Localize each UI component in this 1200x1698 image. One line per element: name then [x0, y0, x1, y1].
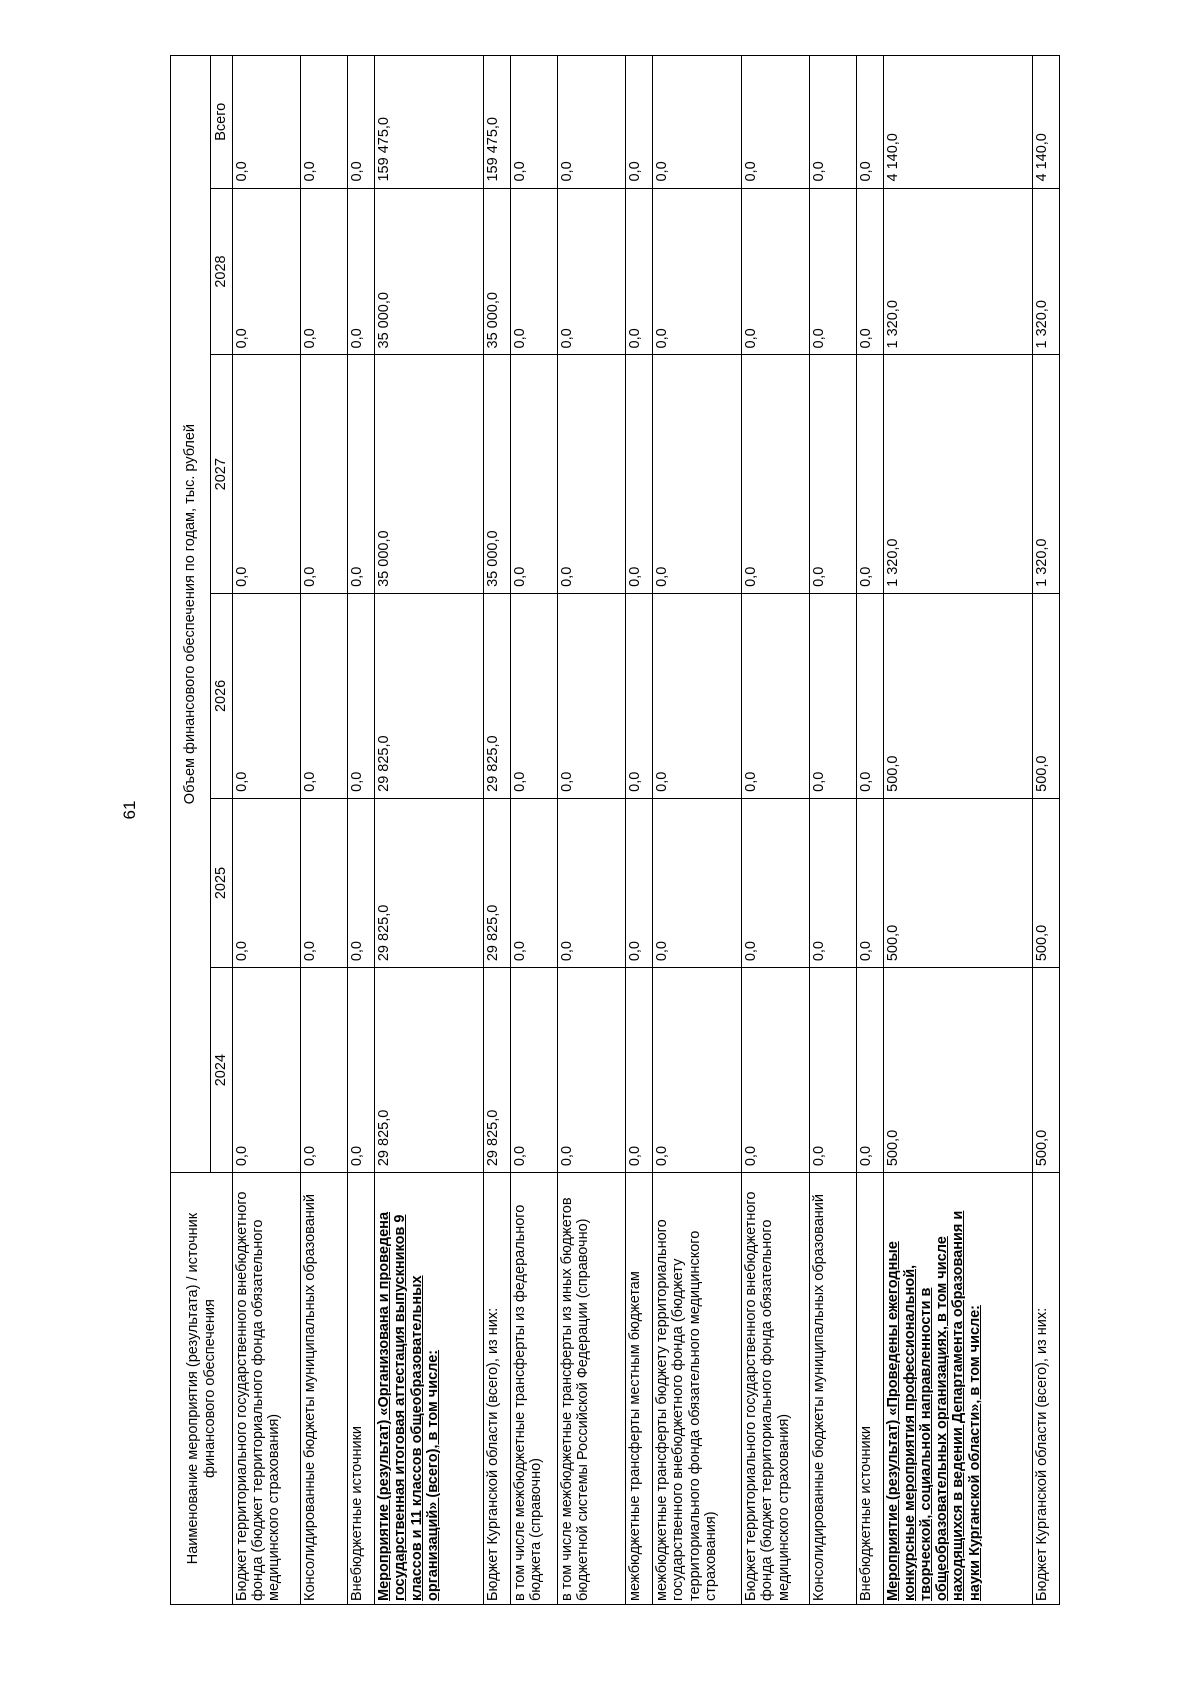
table-row	[884, 56, 1032, 1605]
row-value-2024: 0,0	[857, 968, 884, 1173]
row-value-2028: 0,0	[347, 188, 374, 355]
row-value-total: 0,0	[810, 56, 857, 189]
row-value-2027: 0,0	[626, 355, 653, 593]
table-row	[558, 56, 626, 1605]
row-value-2025: 0,0	[300, 798, 347, 967]
row-value-2025: 0,0	[626, 798, 653, 967]
row-value-2026: 500,0	[884, 593, 1032, 798]
row-value-2024: 29 825,0	[375, 968, 484, 1173]
row-value-total: 159 475,0	[483, 56, 510, 189]
row-value-2026: 0,0	[626, 593, 653, 798]
row-name: в том числе межбюджетные трансферты из иных бюджетов бюджетной системы Российской Федерации (справочно)	[558, 1173, 626, 1605]
row-value-2026: 29 825,0	[483, 593, 510, 798]
row-name: межбюджетные трансферты местным бюджетам	[626, 1173, 653, 1605]
row-value-2028: 0,0	[857, 188, 884, 355]
row-value-total: 0,0	[653, 56, 742, 189]
financing-table	[170, 55, 1060, 1605]
row-value-2028: 0,0	[742, 188, 810, 355]
row-value-2025: 29 825,0	[483, 798, 510, 967]
table-row	[347, 56, 374, 1605]
row-value-total: 4 140,0	[884, 56, 1032, 189]
table-row	[810, 56, 857, 1605]
row-value-2024: 0,0	[558, 968, 626, 1173]
row-value-total: 0,0	[558, 56, 626, 189]
table-row	[857, 56, 884, 1605]
row-name: Бюджет Курганской области (всего), из них:	[1032, 1173, 1059, 1605]
row-value-2025: 0,0	[558, 798, 626, 967]
row-value-2024: 0,0	[511, 968, 558, 1173]
row-value-2024: 29 825,0	[483, 968, 510, 1173]
row-value-2025: 0,0	[347, 798, 374, 967]
row-value-total: 0,0	[857, 56, 884, 189]
row-value-total: 0,0	[233, 56, 301, 189]
header-name-column: Наименование мероприятия (результата) / источник финансового обеспечения	[171, 1173, 233, 1605]
row-value-2028: 1 320,0	[1032, 188, 1059, 355]
row-value-2028: 0,0	[626, 188, 653, 355]
row-name: Мероприятие (результат) «Организована и проведена государственная итоговая аттестация выпускников 9 классов и 11 классов общеобразовательных организаций» (всего), в том числе:	[375, 1173, 484, 1605]
row-value-2026: 0,0	[347, 593, 374, 798]
row-value-2024: 0,0	[626, 968, 653, 1173]
row-value-2027: 0,0	[558, 355, 626, 593]
row-value-total: 4 140,0	[1032, 56, 1059, 189]
row-value-2028: 0,0	[511, 188, 558, 355]
table-row	[483, 56, 510, 1605]
row-value-2024: 0,0	[233, 968, 301, 1173]
row-value-2025: 0,0	[233, 798, 301, 967]
row-value-2027: 0,0	[810, 355, 857, 593]
row-name: Внебюджетные источники	[857, 1173, 884, 1605]
row-value-2025: 0,0	[742, 798, 810, 967]
table-row	[626, 56, 653, 1605]
row-value-2025: 0,0	[653, 798, 742, 967]
row-name: Бюджет территориального государственного внебюджетного фонда (бюджет территориального фонда обязательного медицинского страхования)	[742, 1173, 810, 1605]
row-value-2027: 0,0	[742, 355, 810, 593]
row-value-2028: 0,0	[300, 188, 347, 355]
row-value-2027: 1 320,0	[1032, 355, 1059, 593]
row-value-2028: 35 000,0	[375, 188, 484, 355]
row-value-total: 0,0	[742, 56, 810, 189]
row-value-2025: 0,0	[857, 798, 884, 967]
row-value-2026: 0,0	[233, 593, 301, 798]
row-value-2028: 0,0	[653, 188, 742, 355]
row-value-2026: 0,0	[300, 593, 347, 798]
row-value-2027: 0,0	[857, 355, 884, 593]
row-value-2027: 0,0	[511, 355, 558, 593]
row-value-2024: 0,0	[742, 968, 810, 1173]
header-year-2024: 2024	[211, 968, 233, 1173]
row-value-2024: 0,0	[653, 968, 742, 1173]
row-value-2027: 35 000,0	[483, 355, 510, 593]
row-value-2025: 0,0	[810, 798, 857, 967]
row-value-2027: 0,0	[233, 355, 301, 593]
header-year-2027: 2027	[211, 355, 233, 593]
row-value-2026: 0,0	[810, 593, 857, 798]
row-value-2024: 0,0	[810, 968, 857, 1173]
table-row	[742, 56, 810, 1605]
row-value-total: 159 475,0	[375, 56, 484, 189]
page-number: 61	[120, 800, 139, 820]
table-row	[653, 56, 742, 1605]
row-name: межбюджетные трансферты бюджету территориального государственного внебюджетного фонда (бюджету территориального фонда обязательного медицинского страхования)	[653, 1173, 742, 1605]
table-row	[300, 56, 347, 1605]
row-value-2026: 0,0	[653, 593, 742, 798]
row-value-2025: 500,0	[1032, 798, 1059, 967]
rotated-table-container	[170, 55, 1060, 1605]
row-name: Бюджет Курганской области (всего), из них:	[483, 1173, 510, 1605]
row-value-2027: 0,0	[300, 355, 347, 593]
row-value-2024: 0,0	[347, 968, 374, 1173]
row-value-2026: 0,0	[511, 593, 558, 798]
row-value-2024: 500,0	[884, 968, 1032, 1173]
row-value-2027: 1 320,0	[884, 355, 1032, 593]
header-year-2025: 2025	[211, 798, 233, 967]
row-value-total: 0,0	[347, 56, 374, 189]
row-value-2028: 1 320,0	[884, 188, 1032, 355]
header-volume-caption: Объем финансового обеспечения по годам, тыс. рублей	[171, 56, 211, 1173]
row-value-2026: 0,0	[558, 593, 626, 798]
row-value-total: 0,0	[511, 56, 558, 189]
row-value-2028: 0,0	[558, 188, 626, 355]
table-row	[511, 56, 558, 1605]
row-name: в том числе межбюджетные трансферты из федерального бюджета (справочно)	[511, 1173, 558, 1605]
row-name: Консолидированные бюджеты муниципальных образований	[300, 1173, 347, 1605]
header-total: Всего	[211, 56, 233, 189]
row-name: Внебюджетные источники	[347, 1173, 374, 1605]
row-value-2026: 0,0	[742, 593, 810, 798]
table-row	[1032, 56, 1059, 1605]
row-value-2027: 0,0	[653, 355, 742, 593]
row-value-2024: 500,0	[1032, 968, 1059, 1173]
row-value-total: 0,0	[300, 56, 347, 189]
row-value-2024: 0,0	[300, 968, 347, 1173]
row-value-2025: 29 825,0	[375, 798, 484, 967]
row-value-total: 0,0	[626, 56, 653, 189]
row-value-2027: 0,0	[347, 355, 374, 593]
row-value-2028: 0,0	[810, 188, 857, 355]
row-value-2027: 35 000,0	[375, 355, 484, 593]
row-value-2028: 35 000,0	[483, 188, 510, 355]
header-year-2026: 2026	[211, 593, 233, 798]
row-value-2025: 0,0	[511, 798, 558, 967]
table-row	[375, 56, 484, 1605]
table-row	[233, 56, 301, 1605]
header-year-2028: 2028	[211, 188, 233, 355]
row-value-2025: 500,0	[884, 798, 1032, 967]
row-name: Бюджет территориального государственного внебюджетного фонда (бюджет территориального фонда обязательного медицинского страхования)	[233, 1173, 301, 1605]
row-value-2026: 0,0	[857, 593, 884, 798]
row-value-2026: 500,0	[1032, 593, 1059, 798]
row-value-2026: 29 825,0	[375, 593, 484, 798]
row-name: Консолидированные бюджеты муниципальных образований	[810, 1173, 857, 1605]
row-name: Мероприятие (результат) «Проведены ежегодные конкурсные мероприятия профессиональной, творческой, социальной направленности в общеобразовательных организациях, в том числе находящихся в ведении Департамента образования и науки Курганской области», в том числе:	[884, 1173, 1032, 1605]
row-value-2028: 0,0	[233, 188, 301, 355]
